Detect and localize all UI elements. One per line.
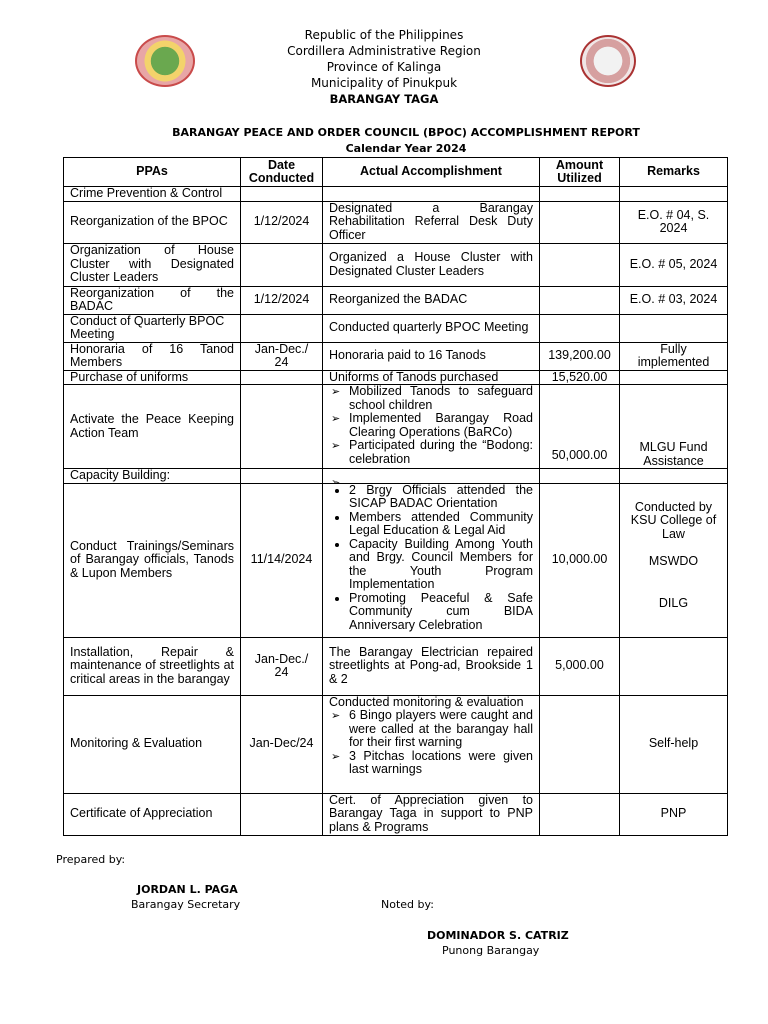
letterhead-line: Municipality of Pinukpuk xyxy=(310,76,458,90)
date-cell: 1/12/2024 xyxy=(241,201,323,243)
accomplishment-cell xyxy=(323,483,540,637)
ppa-cell: Crime Prevention & Control xyxy=(64,187,241,202)
amount-cell: 139,200.00 xyxy=(540,342,620,370)
date-cell: Jan-Dec/24 xyxy=(241,695,323,793)
accomplishment-cell: Cert. of Appreciation given to Barangay Taga in support to PNP plans & Programs xyxy=(323,793,540,835)
report-title-year: Calendar Year 2024 xyxy=(345,142,467,155)
accomplishment-cell xyxy=(323,469,540,484)
accomplishment-cell xyxy=(323,695,540,793)
amount-cell: 15,520.00 xyxy=(540,370,620,385)
remarks-cell: E.O. # 03, 2024 xyxy=(620,286,728,314)
header-amount: Amount Utilized xyxy=(540,158,620,187)
header-accomplishment: Actual Accomplishment xyxy=(323,158,540,187)
prepared-by-title: Barangay Secretary xyxy=(131,898,241,911)
list-item: • 2 Brgy Officials attended the SICAP BADAC Orientation xyxy=(349,484,533,511)
ppa-cell: Capacity Building: xyxy=(64,469,241,484)
remarks-text: Conducted by KSU College of Law xyxy=(630,499,717,541)
remarks-cell: Self-help xyxy=(620,695,728,793)
table-row xyxy=(64,483,728,637)
remarks-cell: Fully implemented xyxy=(620,342,728,370)
noted-by-label: Noted by: xyxy=(381,898,434,911)
table-row xyxy=(64,385,728,469)
list-item: ➢ Implemented Barangay Road Clearing Operations (BaRCo) xyxy=(349,412,533,439)
accomplishment-cell: The Barangay Electrician repaired streetlights at Pong-ad, Brookside 1 & 2 xyxy=(323,637,540,695)
table-row xyxy=(64,342,728,370)
table-row xyxy=(64,187,728,202)
noted-by-title: Punong Barangay xyxy=(442,944,540,957)
remarks-text: MSWDO xyxy=(648,554,699,568)
remarks-cell: PNP xyxy=(620,793,728,835)
remarks-cell: MLGU Fund Assistance xyxy=(620,385,728,469)
remarks-text: DILG xyxy=(658,595,689,610)
header-ppas: PPAs xyxy=(64,158,241,187)
header-remarks: Remarks xyxy=(620,158,728,187)
table-row xyxy=(64,201,728,243)
amount-cell: 50,000.00 xyxy=(540,385,620,469)
list-item: • Members attended Community Legal Education & Legal Aid xyxy=(349,511,533,538)
date-cell: Jan-Dec./ 24 xyxy=(241,342,323,370)
table-row xyxy=(64,370,728,385)
list-item: ➢ 6 Bingo players were caught and were called at the barangay hall for their first warning xyxy=(349,709,533,750)
table-row xyxy=(64,793,728,835)
noted-by-name: DOMINADOR S. CATRIZ xyxy=(427,929,569,942)
table-header-row xyxy=(64,158,728,187)
prepared-by-name: JORDAN L. PAGA xyxy=(137,883,238,896)
ppa-cell: Installation, Repair & maintenance of streetlights at critical areas in the barangay xyxy=(64,637,241,695)
accomplishment-text: Conducted monitoring & evaluation xyxy=(329,695,524,709)
table-row xyxy=(64,695,728,793)
remarks-cell xyxy=(620,483,728,637)
table-row xyxy=(64,243,728,286)
remarks-cell: E.O. # 04, S. 2024 xyxy=(620,201,728,243)
accomplishment-cell: Organized a House Cluster with Designated Cluster Leaders xyxy=(323,243,540,286)
ppa-cell: Reorganization of the BADAC xyxy=(64,286,241,314)
report-title xyxy=(0,125,768,157)
accomplishment-cell: Uniforms of Tanods purchased xyxy=(323,370,540,385)
barangay-name: BARANGAY TAGA xyxy=(329,92,439,106)
accomplishment-cell xyxy=(323,385,540,469)
ppa-cell: Conduct of Quarterly BPOC Meeting xyxy=(64,314,241,342)
ppa-cell: Purchase of uniforms xyxy=(64,370,241,385)
report-title-main: BARANGAY PEACE AND ORDER COUNCIL (BPOC) ACCOMPLISHMENT REPORT xyxy=(172,126,640,139)
amount-cell: 5,000.00 xyxy=(540,637,620,695)
ppa-cell: Certificate of Appreciation xyxy=(64,793,241,835)
table-row xyxy=(64,637,728,695)
list-item: ➢ 3 Pitchas locations were given last warnings xyxy=(349,750,533,777)
list-item: • Capacity Building Among Youth and Brgy. Council Members for the Youth Program Implementation xyxy=(349,538,533,592)
table-row xyxy=(64,286,728,314)
table-row xyxy=(64,469,728,484)
header-date: Date Conducted xyxy=(241,158,323,187)
accomplishment-cell: Designated a Barangay Rehabilitation Referral Desk Duty Officer xyxy=(323,201,540,243)
ppa-cell: Conduct Trainings/Seminars of Barangay officials, Tanods & Lupon Members xyxy=(64,483,241,637)
ppa-cell: Monitoring & Evaluation xyxy=(64,695,241,793)
letterhead xyxy=(0,27,768,107)
ppa-cell: Honoraria of 16 Tanod Members xyxy=(64,342,241,370)
remarks-cell: E.O. # 05, 2024 xyxy=(620,243,728,286)
accomplishment-cell: Conducted quarterly BPOC Meeting xyxy=(323,314,540,342)
letterhead-line: Province of Kalinga xyxy=(326,60,442,74)
accomplishment-table xyxy=(63,157,728,836)
ppa-cell: Reorganization of the BPOC xyxy=(64,201,241,243)
letterhead-line: Cordillera Administrative Region xyxy=(287,44,481,58)
accomplishment-cell: Reorganized the BADAC xyxy=(323,286,540,314)
ppa-cell: Organization of House Cluster with Designated Cluster Leaders xyxy=(64,243,241,286)
table-row xyxy=(64,314,728,342)
date-cell: 11/14/2024 xyxy=(241,483,323,637)
amount-cell: 10,000.00 xyxy=(540,483,620,637)
list-item: ➢ Mobilized Tanods to safeguard school children xyxy=(349,385,533,412)
letterhead-line: Republic of the Philippines xyxy=(304,28,464,42)
accomplishment-cell: Honoraria paid to 16 Tanods xyxy=(323,342,540,370)
ppa-cell: Activate the Peace Keeping Action Team xyxy=(64,385,241,469)
list-item: ➢ Participated during the “Bodong: celebration xyxy=(349,439,533,466)
list-item: • Promoting Peaceful & Safe Community cum BIDA Anniversary Celebration xyxy=(349,592,533,633)
date-cell: Jan-Dec./ 24 xyxy=(241,637,323,695)
prepared-by-label: Prepared by: xyxy=(56,853,126,866)
date-cell: 1/12/2024 xyxy=(241,286,323,314)
